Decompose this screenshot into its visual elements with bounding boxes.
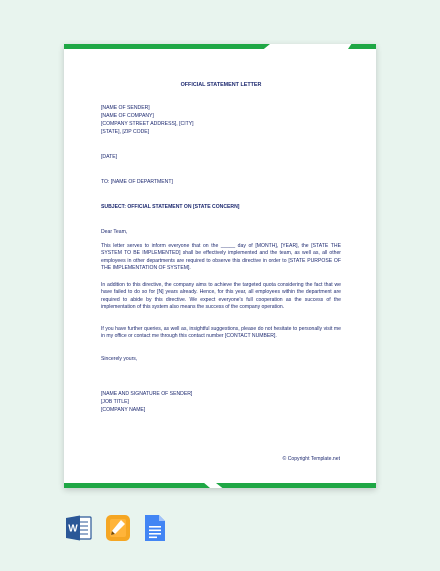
- sender-line: [STATE], [ZIP CODE]: [101, 129, 150, 135]
- document-page: [64, 44, 376, 488]
- signature-line: [COMPANY NAME]: [101, 407, 146, 413]
- signature-line: [JOB TITLE]: [101, 399, 129, 405]
- closing: Sincerely yours,: [101, 356, 138, 362]
- word-icon[interactable]: [66, 514, 92, 542]
- document-title: OFFICIAL STATEMENT LETTER: [180, 82, 262, 88]
- sender-line: [NAME OF COMPANY]: [101, 113, 154, 119]
- paragraph: If you have further queries, as well as, insightful suggestions, please do not hesitate to personally visit me in my office or contact me through this contact number [CONTACT NUMBER].: [101, 326, 341, 340]
- top-accent-bar: [64, 44, 270, 49]
- salutation: Dear Team,: [101, 229, 128, 235]
- sender-line: [NAME OF SENDER]: [101, 105, 150, 111]
- sender-line: [COMPANY STREET ADDRESS], [CITY]: [101, 121, 194, 127]
- signature-line: [NAME AND SIGNATURE OF SENDER]: [101, 391, 193, 397]
- bottom-accent-bar: [64, 483, 210, 488]
- google-docs-icon[interactable]: [144, 514, 166, 542]
- bottom-accent-bar-right: [216, 483, 376, 488]
- pages-icon[interactable]: [105, 514, 131, 542]
- paragraph: In addition to this directive, the company aims to achieve the targeted quota considering the fact that we have failed to do so for [N] years already. Hence, for this year, all employees within the department are required to abide by this directive. We expect everyone's full cooperation as the success of the implementation of this system also means the success of the company operation.: [101, 282, 341, 310]
- recipient: TO: [NAME OF DEPARTMENT]: [101, 179, 173, 185]
- word-letter: W: [68, 523, 78, 535]
- top-accent-bar-right: [348, 44, 376, 49]
- paragraph: This letter serves to inform everyone that on the _____ day of [MONTH], [YEAR], the [STATE THE SYSTEM TO BE IMPLEMENTED] shall be effectively implemented and the team, as well as, all other employees in other departments are required to observe this directive in order to [STATE PURPOSE OF THE IMPLEMENTATION OF SYSTEM].: [101, 243, 341, 271]
- letter-date: [DATE]: [101, 154, 118, 160]
- copyright-notice: © Copyright Template.net: [282, 456, 340, 462]
- subject-line: SUBJECT: OFFICIAL STATEMENT ON [STATE CONCERN]: [101, 204, 240, 210]
